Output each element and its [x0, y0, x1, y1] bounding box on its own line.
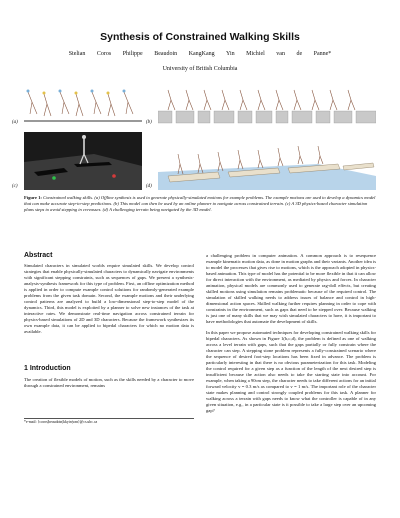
paragraph: a challenging problem in computer animation. A common approach is to resequence example kinematic motion data, as done in motion graphs and their variants. Another idea is to model the processes that gives rise to motions, which is the approach adopted in physics-based animation. This type of model has the potential to be more flexible in that it can allow for direct interaction with the environment, as mediated by physics and forces. In character animation, physical models are commonly used to generate rag-doll effects, but creating skilled motions using simulation remains problematic because of the required control. The simulation of skilled walking needs to address issues of balance and control in high-dimensional action spaces. Skilled walking further requires planning in order to cope with constraints in the environment, such as gaps that need to be stepped over. Because walking is just one of many skills that we may wish simulated characters to have, it is important to have methodologies that automate the development of skills.: [206, 253, 376, 324]
abstract-heading: Abstract: [24, 252, 53, 259]
figure-panel-a: [24, 84, 142, 126]
panel-label: (c): [12, 184, 18, 189]
panel-label: (a): [12, 120, 18, 125]
figure-panel-c: [24, 132, 142, 190]
author-name: Michiel van de Panne*: [246, 51, 332, 57]
author-name: Stelian Coros: [68, 51, 112, 57]
caption-text: Constrained walking skills. (a) Offline synthesis is used to generate physically-simulated motions for example problems. The example motions are used to develop a dynamics model that can make accurate step-to-step predictions. (b) This model can then be used by an online planner to navigate across constrained terrain. (c) A 3D physics-based character simulation plans steps to avoid stepping in crevasses. (d) A challenging terrain being navigated by the 3D model.: [24, 195, 376, 212]
intro-body: The creation of flexible models of motion, such as the skills needed by a character to move through a constrained environment, remains: [24, 377, 194, 388]
figure-panel-d: [158, 132, 376, 190]
figure-panel-b: [158, 84, 376, 126]
right-column: [206, 253, 376, 414]
terrain-walk-illustration: [158, 84, 376, 126]
caption-label: Figure 1:: [24, 195, 42, 200]
teaser-figure: [12, 84, 376, 192]
footnote: *e-mail: {coros|beaudoin|kkyin|van}@cs.ubc.ca: [24, 418, 194, 424]
3d-crevasse-scene: [24, 132, 142, 190]
author-list: [0, 51, 400, 57]
affiliation: University of British Columbia: [162, 66, 238, 72]
author-name: KangKang Yin: [188, 51, 235, 57]
author-name: Philippe Beaudoin: [122, 51, 178, 57]
panel-label: (b): [146, 120, 152, 125]
intro-heading: 1 Introduction: [24, 365, 71, 372]
panel-label: (d): [146, 184, 152, 189]
figure-caption: [24, 195, 376, 213]
walkers-illustration: [24, 84, 142, 126]
paper-title: Synthesis of Constrained Walking Skills: [100, 31, 300, 43]
abstract-body: Simulated characters in simulated worlds require simulated skills. We develop control strategies that enable physically-simulated characters to dynamically navigate environments with significant stepping constraints, such as sequences of gaps. We present a synthesis-analysis-synthesis framework for this type of problem. First, an offline optimization method is applied in order to compute example control solutions for randomly-generated example problems from the given task domain. Second, the example motions and their underlying control patterns are analyzed to build a low-dimensional step-to-step model of the dynamics. Third, this model is exploited by a planner to solve new instances of the task at interactive rates. We demonstrate real-time navigation across constrained terrain for physics-based simulations of 2D and 3D characters. Because the framework synthesizes its own example data, it can be applied to bipedal characters for which no motion data is available.: [24, 263, 194, 334]
paragraph: In this paper we propose automated techniques for developing constrained walking skills for bipedal characters. As shown in Figure 1(b,c,d), the problem is defined as one of walking across a level terrain with gaps, such that the gaps partially or fully constrain where the character can step. A stepping stone problem represents a fully-constrained scenario where the sequence of desired foot-step locations has been fixed in advance. The problem is particularly interesting in that there is no obvious parameterization for this task. Modeling the control required for a given step as a function of the length of the next desired step is insufficient because the action also needs to take the starting state into account. For example, when taking a 90cm step, the character needs to take different actions for an initial forward velocity v = 0.3 m/s as compared to v = 1 m/s. The important role of the character state makes planning and control strongly coupled problems for this task. A planner for walking across a terrain with gaps needs to know what the controller is capable of in any given situation, e.g., in a particular state is it possible to take a large step over an upcoming gap?: [206, 330, 376, 413]
3d-terrain-navigation: [158, 132, 376, 190]
